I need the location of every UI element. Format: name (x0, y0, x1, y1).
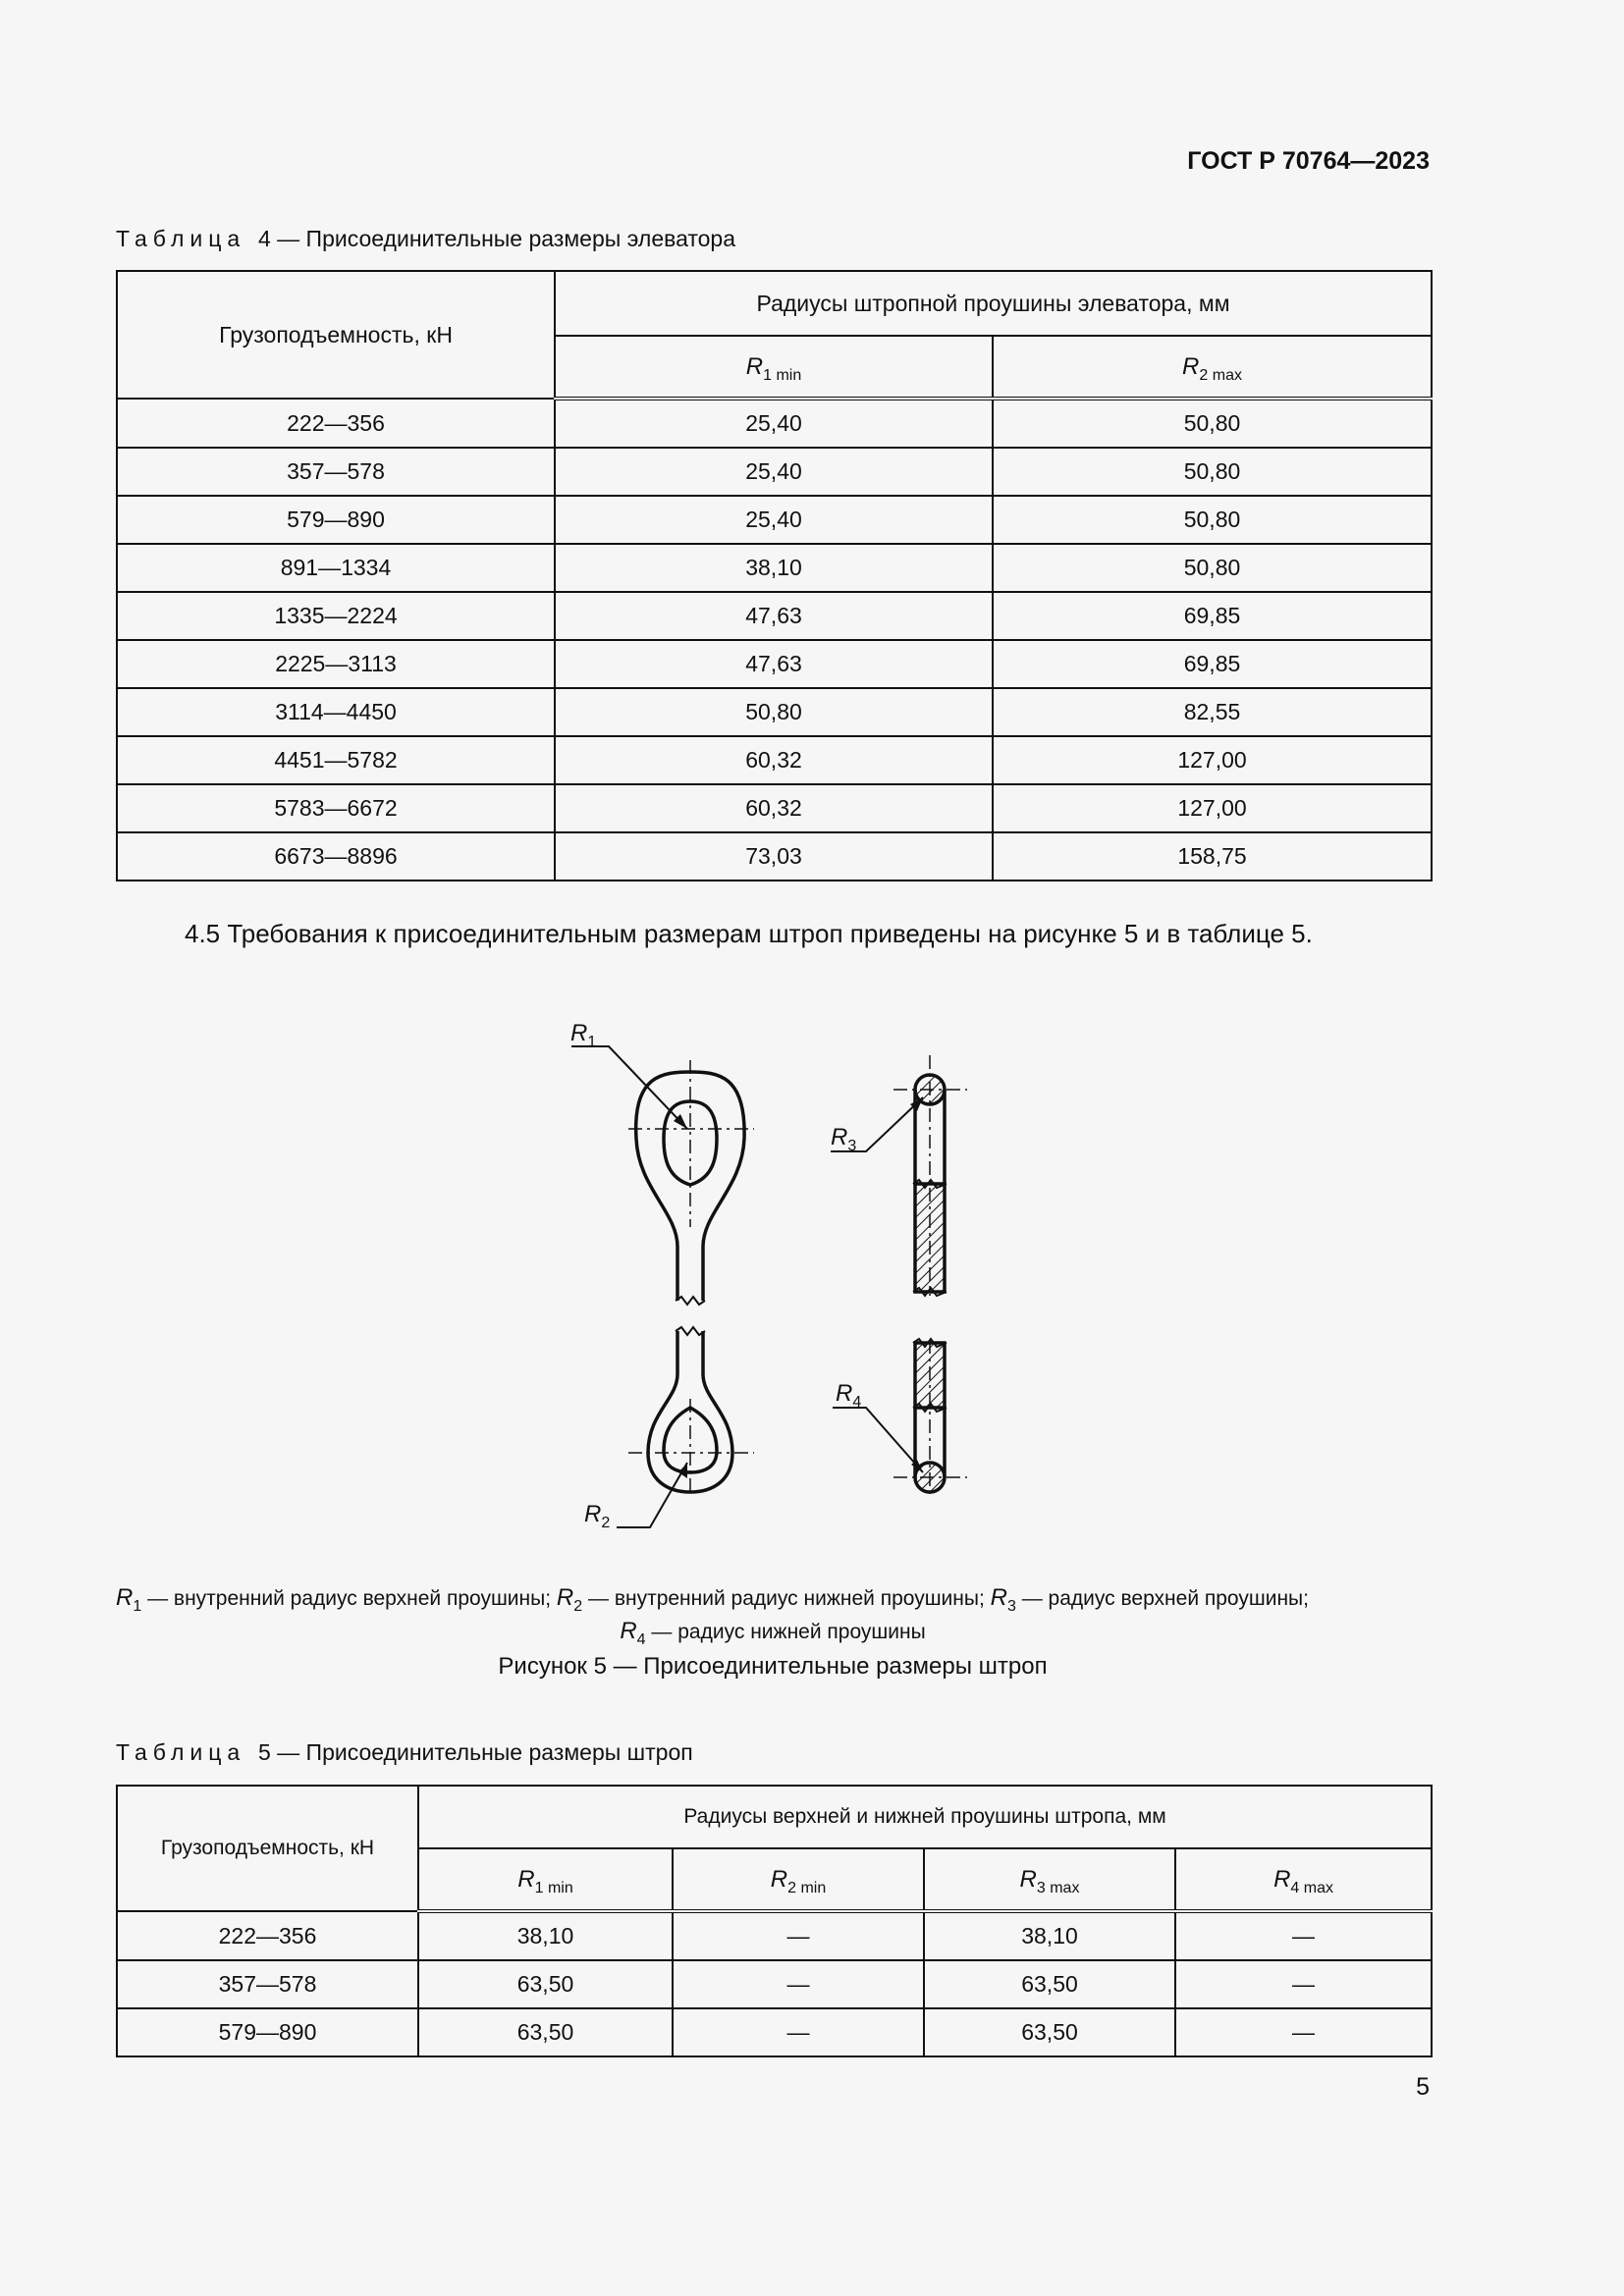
table5-header-r1: $R_{1 min}$ (418, 1848, 673, 1911)
table-cell: 69,85 (993, 640, 1432, 688)
table-cell: 579—890 (117, 496, 555, 544)
table5-header-group: Радиусы верхней и нижней проушины штропа, мм (418, 1786, 1432, 1848)
side-view-lower-section (915, 1343, 945, 1408)
table-cell: 50,80 (555, 688, 993, 736)
table-cell: 2225—3113 (117, 640, 555, 688)
table-cell: 50,80 (993, 399, 1432, 448)
table-cell: 63,50 (924, 1960, 1175, 2008)
table-cell: 158,75 (993, 832, 1432, 881)
table-cell: 47,63 (555, 592, 993, 640)
table4-header-r1: $R_{1 min}$ (555, 336, 993, 399)
table5-header-r2: $R_{2 min}$ (673, 1848, 924, 1911)
table-cell: — (673, 2008, 924, 2056)
table-cell: 82,55 (993, 688, 1432, 736)
table-cell: 357—578 (117, 448, 555, 496)
table-cell: 50,80 (993, 496, 1432, 544)
table5-header-r4: $R_{4 max}$ (1175, 1848, 1432, 1911)
table5-label: Таблица (116, 1739, 246, 1765)
table5-title: 5 — Присоединительные размеры штроп (257, 1739, 693, 1765)
figure-label-r3: $R_3$ (831, 1124, 857, 1154)
table-cell: 6673—8896 (117, 832, 555, 881)
page-number: 5 (1416, 2073, 1430, 2101)
table-cell: 38,10 (924, 1911, 1175, 1960)
table-cell: 63,50 (418, 1960, 673, 2008)
table-cell: 357—578 (117, 1960, 418, 2008)
table-cell: 73,03 (555, 832, 993, 881)
table4-title: 4 — Присоединительные размеры элеватора (257, 226, 736, 251)
table-cell: 222—356 (117, 1911, 418, 1960)
table-cell: 891—1334 (117, 544, 555, 592)
table-cell: 63,50 (924, 2008, 1175, 2056)
table-cell: 60,32 (555, 784, 993, 832)
table-cell: 63,50 (418, 2008, 673, 2056)
table5-header-load: Грузоподъемность, кН (117, 1786, 418, 1911)
figure5-caption: Рисунок 5 — Присоединительные размеры штроп (498, 1653, 1048, 1680)
table-cell: — (1175, 1911, 1432, 1960)
table-cell: 47,63 (555, 640, 993, 688)
figure5-legend: $R_1$ — внутренний радиус верхней проушины; $R_2$ — внутренний радиус нижней проушины; $R_3$ — радиус верхней проушины; $R_4$ — радиус нижней проушины (116, 1584, 1309, 1648)
table5-caption (116, 1739, 693, 1766)
figure-label-r1: $R_1$ (570, 1020, 597, 1050)
table4-header-r2: $R_{2 max}$ (993, 336, 1432, 399)
table-cell: 25,40 (555, 448, 993, 496)
table-cell: — (673, 1911, 924, 1960)
table-cell: 50,80 (993, 544, 1432, 592)
table4-header-group: Радиусы штропной проушины элеватора, мм (555, 271, 1432, 336)
table-cell: 5783—6672 (117, 784, 555, 832)
table-cell: 38,10 (418, 1911, 673, 1960)
table-cell: — (673, 1960, 924, 2008)
table-cell: 50,80 (993, 448, 1432, 496)
table-row (117, 1911, 1432, 1960)
table-cell: 222—356 (117, 399, 555, 448)
table5-header-r3: $R_{3 max}$ (924, 1848, 1175, 1911)
table-row (117, 2008, 1432, 2056)
table-row (117, 1960, 1432, 2008)
side-view-upper-section (915, 1184, 945, 1292)
table-cell: 25,40 (555, 399, 993, 448)
table-cell: 25,40 (555, 496, 993, 544)
figure-label-r4: $R_4$ (836, 1380, 862, 1411)
document-standard-number: ГОСТ Р 70764—2023 (1187, 147, 1430, 175)
table-cell: — (1175, 2008, 1432, 2056)
table-cell: 127,00 (993, 784, 1432, 832)
table-cell: 4451—5782 (117, 736, 555, 784)
table-cell: 3114—4450 (117, 688, 555, 736)
table5 (116, 1785, 1433, 2057)
table-cell: 579—890 (117, 2008, 418, 2056)
table-cell: 60,32 (555, 736, 993, 784)
table-cell: 69,85 (993, 592, 1432, 640)
figure-label-r2: $R_2$ (584, 1501, 611, 1531)
paragraph-4-5: 4.5 Требования к присоединительным размерам штроп приведены на рисунке 5 и в таблице 5. (185, 919, 1313, 948)
table-cell: 127,00 (993, 736, 1432, 784)
table-cell: — (1175, 1960, 1432, 2008)
table4-header-load: Грузоподъемность, кН (117, 271, 555, 399)
table4-label: Таблица (116, 226, 246, 251)
table-cell: 38,10 (555, 544, 993, 592)
table-cell: 1335—2224 (117, 592, 555, 640)
